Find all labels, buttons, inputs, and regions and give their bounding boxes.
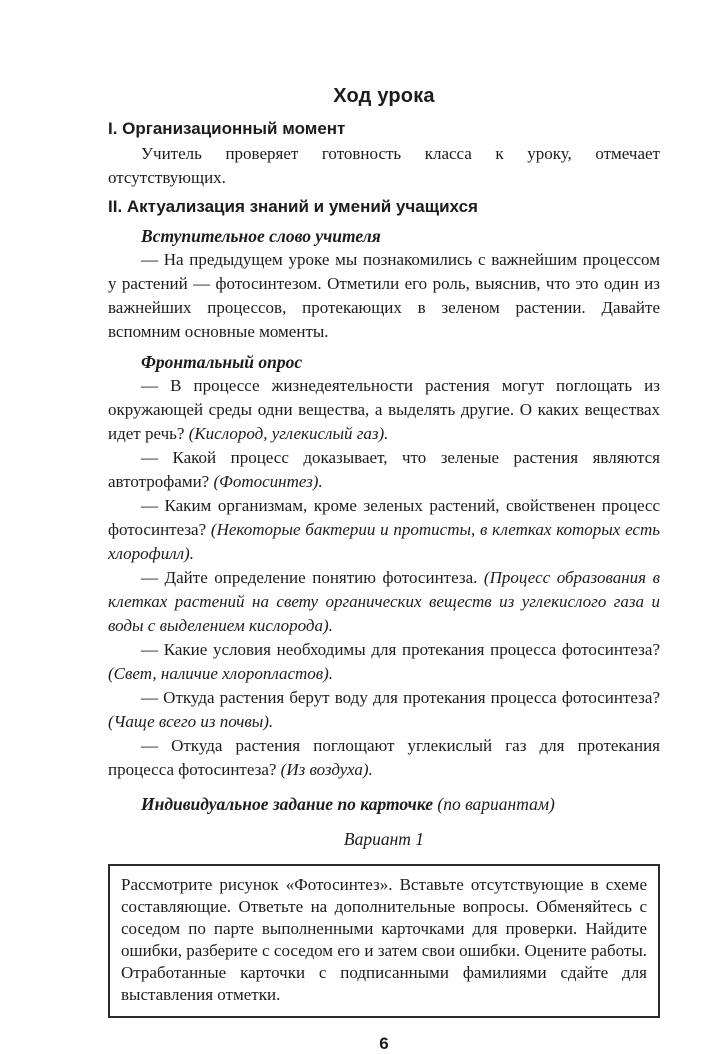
answer-text: (Фотосинтез).	[213, 472, 323, 491]
answer-text: (Чаще всего из почвы).	[108, 712, 274, 731]
task-card-text: Рассмотрите рисунок «Фотосинтез». Вставьте отсутствующие в схеме составляющие. Ответьте на дополнительные вопросы. Обменяйтесь с соседом по парте выполненными карточками для проверки. Найдите ошибки, разберите с соседом его и затем свои ошибки. Оцените работы. Отработанные карточки с подписанными фамилиями сдайте для выставления отметки.	[121, 875, 647, 1004]
question-paragraph-1	[108, 374, 660, 446]
question-text: — Каким организмам, кроме зеленых растений, свойственен процесс фотосинтеза?	[108, 496, 660, 539]
question-text: — Какой процесс доказывает, что зеленые растения являются автотрофами?	[108, 448, 660, 491]
page-title: Ход урока	[333, 85, 435, 107]
frontal-survey-subheading: Фронтальный опрос	[141, 352, 303, 372]
question-text: — Откуда растения поглощают углекислый газ для протекания процесса фотосинтеза?	[108, 736, 660, 779]
book-page-content	[108, 84, 660, 1054]
question-text: — Какие условия необходимы для протекания процесса фотосинтеза?	[141, 640, 660, 659]
answer-text: (Кислород, углекислый газ).	[188, 424, 389, 443]
question-text: — Дайте определение понятию фотосинтеза.	[141, 568, 484, 587]
intro-paragraph: — На предыдущем уроке мы познакомились с важнейшим процессом у растений — фотосинтезом. Отметили его роль, выяснив, что это один из важнейших процессов, протекающих в зеленом растении. Давайте вспомним основные моменты.	[108, 250, 660, 341]
answer-text: (Процесс образования в клетках растений на свету органических веществ из углекислого газа и воды с выделением кислорода).	[108, 568, 660, 635]
question-paragraph-6	[108, 686, 660, 734]
question-paragraph-7	[108, 734, 660, 782]
intro-subheading: Вступительное слово учителя	[141, 226, 381, 246]
page-number: 6	[379, 1034, 389, 1053]
answer-text: (Из воздуха).	[280, 760, 373, 779]
question-paragraph-5	[108, 638, 660, 686]
section-1-heading: I. Организационный момент	[108, 119, 346, 138]
question-text: — Откуда растения берут воду для протекания процесса фотосинтеза?	[141, 688, 660, 707]
answer-text: (Свет, наличие хлоропластов).	[108, 664, 334, 683]
section-1-paragraph: Учитель проверяет готовность класса к уроку, отмечает отсутствующих.	[108, 144, 660, 187]
individual-task-heading-note: (по вариантам)	[433, 794, 555, 814]
question-paragraph-2	[108, 446, 660, 494]
question-paragraph-4	[108, 566, 660, 638]
task-card-box	[108, 864, 660, 1018]
individual-task-heading-bold: Индивидуальное задание по карточке	[141, 794, 433, 814]
variant-heading: Вариант 1	[343, 829, 425, 849]
section-2-heading: II. Актуализация знаний и умений учащихся	[108, 197, 478, 216]
question-paragraph-3	[108, 494, 660, 566]
answer-text: (Некоторые бактерии и протисты, в клетках которых есть хлорофилл).	[108, 520, 660, 563]
individual-task-heading	[108, 792, 660, 816]
question-text: — В процессе жизнедеятельности растения могут поглощать из окружающей среды одни вещества, а выделять другие. О каких веществах идет речь?	[108, 376, 660, 443]
